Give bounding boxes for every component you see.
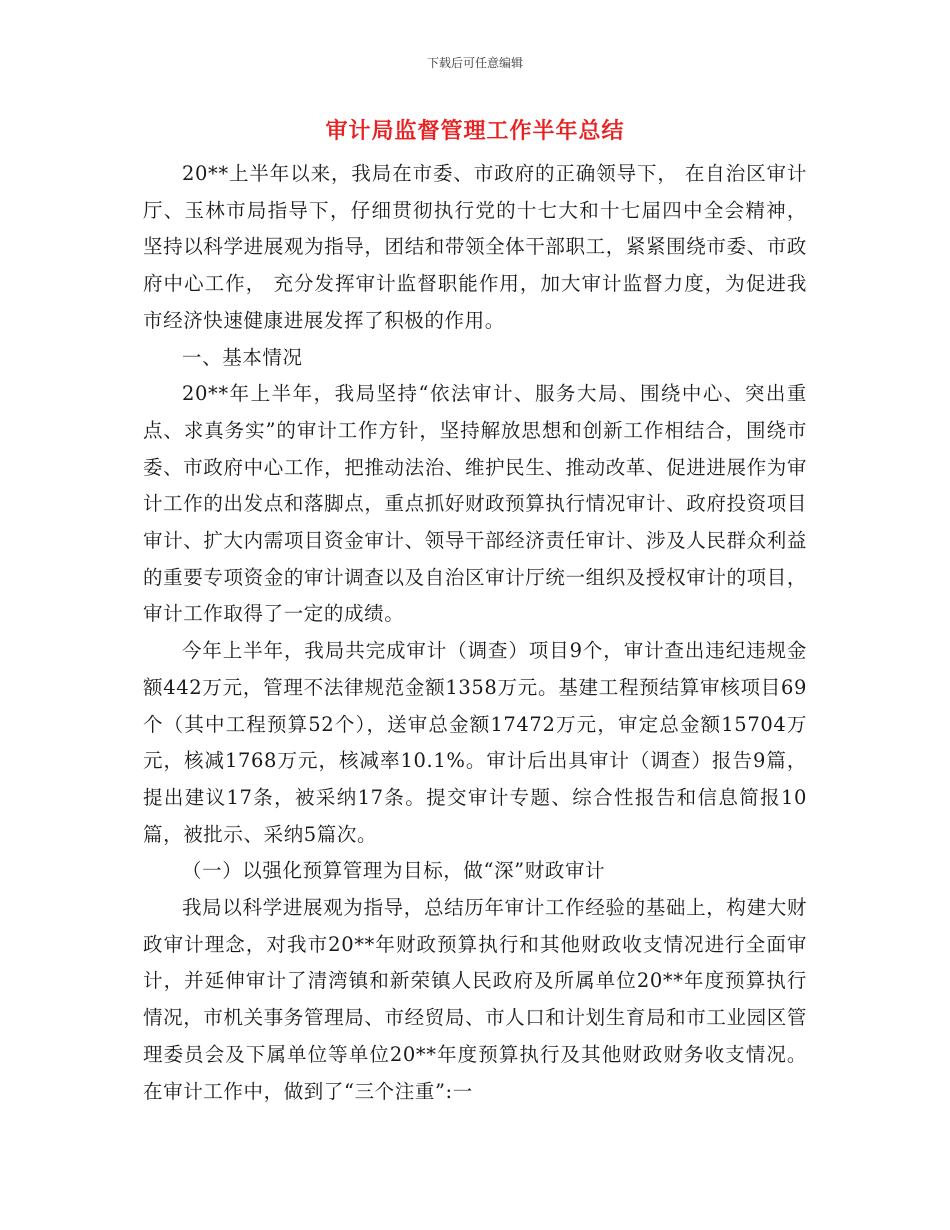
section-heading-basic: 一、基本情况 <box>182 345 303 369</box>
paragraph-statistics: 今年上半年，我局共完成审计（调查）项目9个，审计查出违纪违规金额442万元，管理不法律规范金额1358万元。基建工程预结算审核项目69个（其中工程预算52个），送审总金额17472万元，审定总金额15704万元，核减1768万元，核减率10.1%。审计后出具审计（调查）报告9篇，提出建议17条，被采纳17条。提交审计专题、综合性报告和信息简报10篇，被批示、采纳5篇次。 <box>143 639 807 846</box>
paragraph-basic-situation: 20**年上半年，我局坚持“依法审计、服务大局、围绕中心、突出重点、求真务实”的审计工作方针，坚持解放思想和创新工作相结合，围绕市委、市政府中心工作，把推动法治、维护民生、推动改革、促进进展作为审计工作的出发点和落脚点，重点抓好财政预算执行情况审计、政府投资项目审计、扩大内需项目资金审计、领导干部经济责任审计、涉及人民群众利益的重要专项资金的审计调查以及自治区审计厅统一组织及授权审计的项目，审计工作取得了一定的成绩。 <box>143 382 807 626</box>
subsection-heading-budget: （一）以强化预算管理为目标，做“深”财政审计 <box>182 859 606 883</box>
paragraph-intro: 20**上半年以来，我局在市委、市政府的正确领导下， 在自治区审计厅、玉林市局指导下，仔细贯彻执行党的十七大和十七届四中全会精神， 坚持以科学进展观为指导，团结和带领全体干部职工，紧紧围绕市委、市政府中心工作， 充分发挥审计监督职能作用，加大审计监督力度，为促进我市经济快速健康进展发挥了积极的作用。 <box>143 162 807 332</box>
document-title: 审计局监督管理工作半年总结 <box>325 118 625 144</box>
document-body <box>143 156 807 1110</box>
header-note: 下载后可任意编辑 <box>426 56 523 70</box>
paragraph-fiscal-audit: 我局以科学进展观为指导，总结历年审计工作经验的基础上，构建大财政审计理念，对我市20**年财政预算执行和其他财政收支情况进行全面审计，并延伸审计了清湾镇和新荣镇人民政府及所属单位20**年度预算执行情况，市机关事务管理局、市经贸局、市人口和计划生育局和市工业园区管理委员会及下属单位等单位20**年度预算执行及其他财政财务收支情况。在审计工作中，做到了“三个注重”:一 <box>143 896 807 1103</box>
